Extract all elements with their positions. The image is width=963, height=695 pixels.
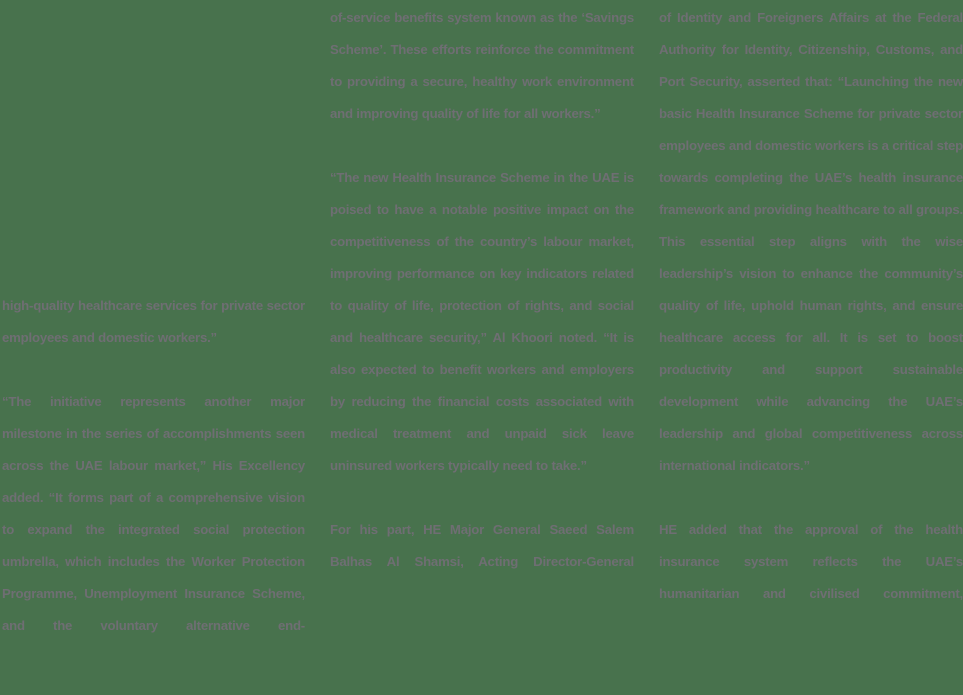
paragraph: “The new Health Insurance Scheme in the UAE is poised to have a notable positive impact on the competitiveness of the country’s labour market, improving performance on key indicators related to quality of life, protection of rights, and social and healthcare security,” Al Khoori noted. “It is also expected to benefit workers and employers by reducing the financial costs associated with medical treatment and unpaid sick leave uninsured workers typically need to take.” — [330, 170, 634, 473]
paragraph: For his part, HE Major General Saeed Salem Balhas Al Shamsi, Acting Director-General — [330, 522, 634, 569]
article-column-2 — [330, 2, 634, 578]
paragraph: of-service benefits system known as the ‘Savings Scheme’. These efforts reinforce the commitment to providing a secure, healthy work environment and improving quality of life for all workers.” — [330, 10, 634, 121]
paragraph: HE added that the approval of the health insurance system reflects the UAE’s humanitarian and civilised commitment, — [659, 522, 963, 601]
paragraph: high-quality healthcare services for private sector employees and domestic workers.” — [2, 298, 305, 345]
paragraph: of Identity and Foreigners Affairs at the Federal Authority for Identity, Citizenship, Customs, and Port Security, asserted that: “Launching the new basic Health Insurance Scheme for private sector employees and domestic workers is a critical step towards completing the UAE’s health insurance framework and providing healthcare to all groups. This essential step aligns with the wise leadership’s vision to enhance the community’s quality of life, uphold human rights, and ensure healthcare access for all. It is set to boost productivity and support sustainable development while advancing the UAE’s leadership and global competitiveness across international indicators.” — [659, 10, 963, 473]
article-column-3 — [659, 2, 963, 610]
article-column-1 — [2, 290, 305, 642]
paragraph: “The initiative represents another major milestone in the series of accomplishments seen across the UAE labour market,” His Excellency added. “It forms part of a comprehensive vision to expand the integrated social protection umbrella, which includes the Worker Protection Programme, Unemployment Insurance Scheme, and the voluntary alternative end- — [2, 394, 305, 633]
